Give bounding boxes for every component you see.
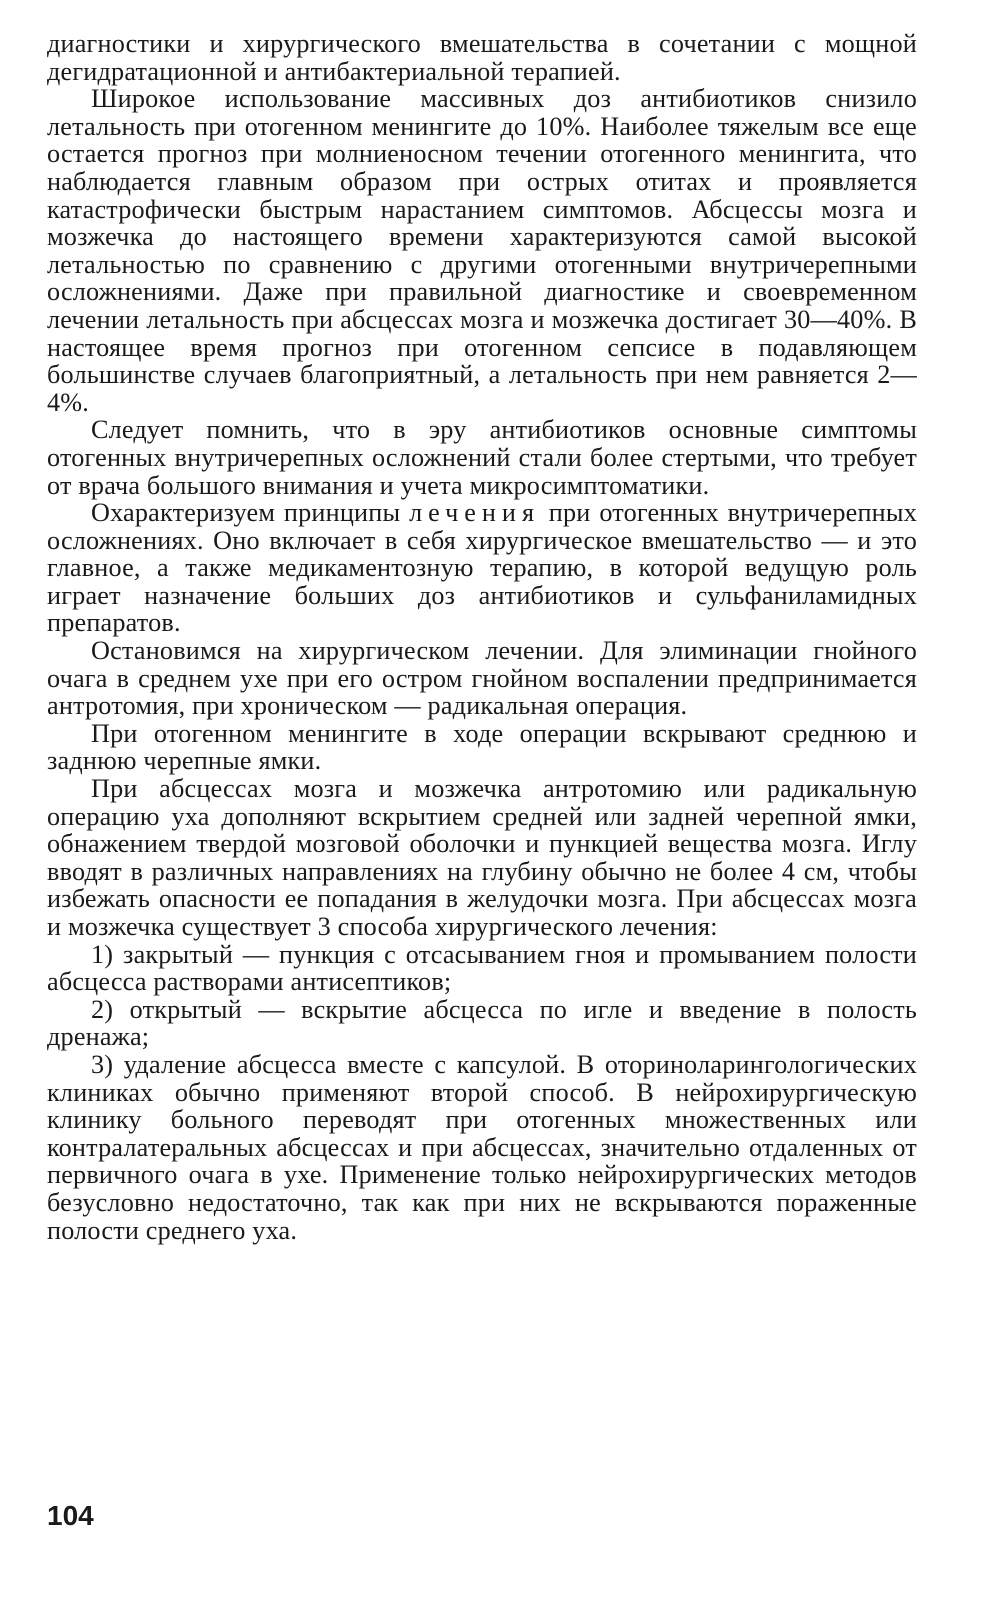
paragraph-treatment-spaced-word: лечения [409,498,540,528]
list-item-open-method: 2) открытый — вскрытие абсцесса по игле и введение в полость дренажа; [47,994,917,1052]
list-item-capsule-removal: 3) удаление абсцесса вместе с капсулой. В оториноларингологических клиниках обычно применяют второй способ. В нейрохирургическую клинику больного переводят при отогенных множественных или контралатеральных абсцессах и при абсцессах, значительно отдаленных от первичного очага в ухе. Применение только нейрохирургических методов безусловно недостаточно, так как при них не вскрываются пораженные полости среднего уха. [47,1049,917,1245]
paragraph-meningitis-operation: При отогенном менингите в ходе операции вскрывают среднюю и заднюю черепные ямки. [47,718,917,776]
paragraph-treatment-principles [47,499,917,637]
page-number: 104 [47,1500,94,1531]
page-text [47,30,917,1244]
paragraph-surgical-treatment: Остановимся на хирургическом лечении. Для элиминации гнойного очага в среднем ухе при его остром гнойном воспалении предпринимается антротомия, при хроническом — радикальная операция. [47,636,917,721]
paragraph-continuation: диагностики и хирургического вмешательства в сочетании с мощной дегидратационной и антибактериальной терапией. [47,29,917,86]
paragraph-lethality: Широкое использование массивных доз антибиотиков снизило летальность при отогенном менингите до 10%. Наиболее тяжелым все еще остается прогноз при молниеносном течении отогенного менингита, что наблюдается главным образом при острых отитах и проявляется катастрофически быстрым нарастанием симптомов. Абсцессы мозга и мозжечка до настоящего времени характеризуются самой высокой летальностью по сравнению с другими отогенными внутричерепными осложнениями. Даже при правильной диагностике и своевременном лечении летальность при абсцессах мозга и мозжечка достигает 30—40%. В настоящее время прогноз при отогенном сепсисе в подавляющем большинстве случаев благоприятный, а летальность при нем равняется 2—4%. [47,84,917,417]
paragraph-abscess-surgery: При абсцессах мозга и мозжечка антротомию или радикальную операцию уха дополняют вскрытием средней или задней черепной ямки, обнажением твердой мозговой оболочки и пункцией вещества мозга. Иглу вводят в различных направлениях на глубину обычно не более 4 см, чтобы избежать опасности ее попадания в желудочки мозга. При абсцессах мозга и мозжечка существует 3 способа хирургического лечения: [47,774,917,941]
paragraph-symptoms: Следует помнить, что в эру антибиотиков основные симптомы отогенных внутричерепных осложнений стали более стертыми, что требует от врача большого внимания и учета микросимптоматики. [47,415,917,500]
list-item-closed-method: 1) закрытый — пункция с отсасыванием гноя и промыванием полости абсцесса растворами антисептиков; [47,939,917,997]
paragraph-treatment-before: Охарактеризуем принципы [91,498,410,528]
paragraph-treatment-after: при отогенных внутричерепных осложнениях. Оно включает в себя хирургическое вмешательство — и это главное, а также медикаментозную терапию, в которой ведущую роль играет назначение больших доз антибиотиков и сульфаниламидных препаратов. [47,498,917,638]
